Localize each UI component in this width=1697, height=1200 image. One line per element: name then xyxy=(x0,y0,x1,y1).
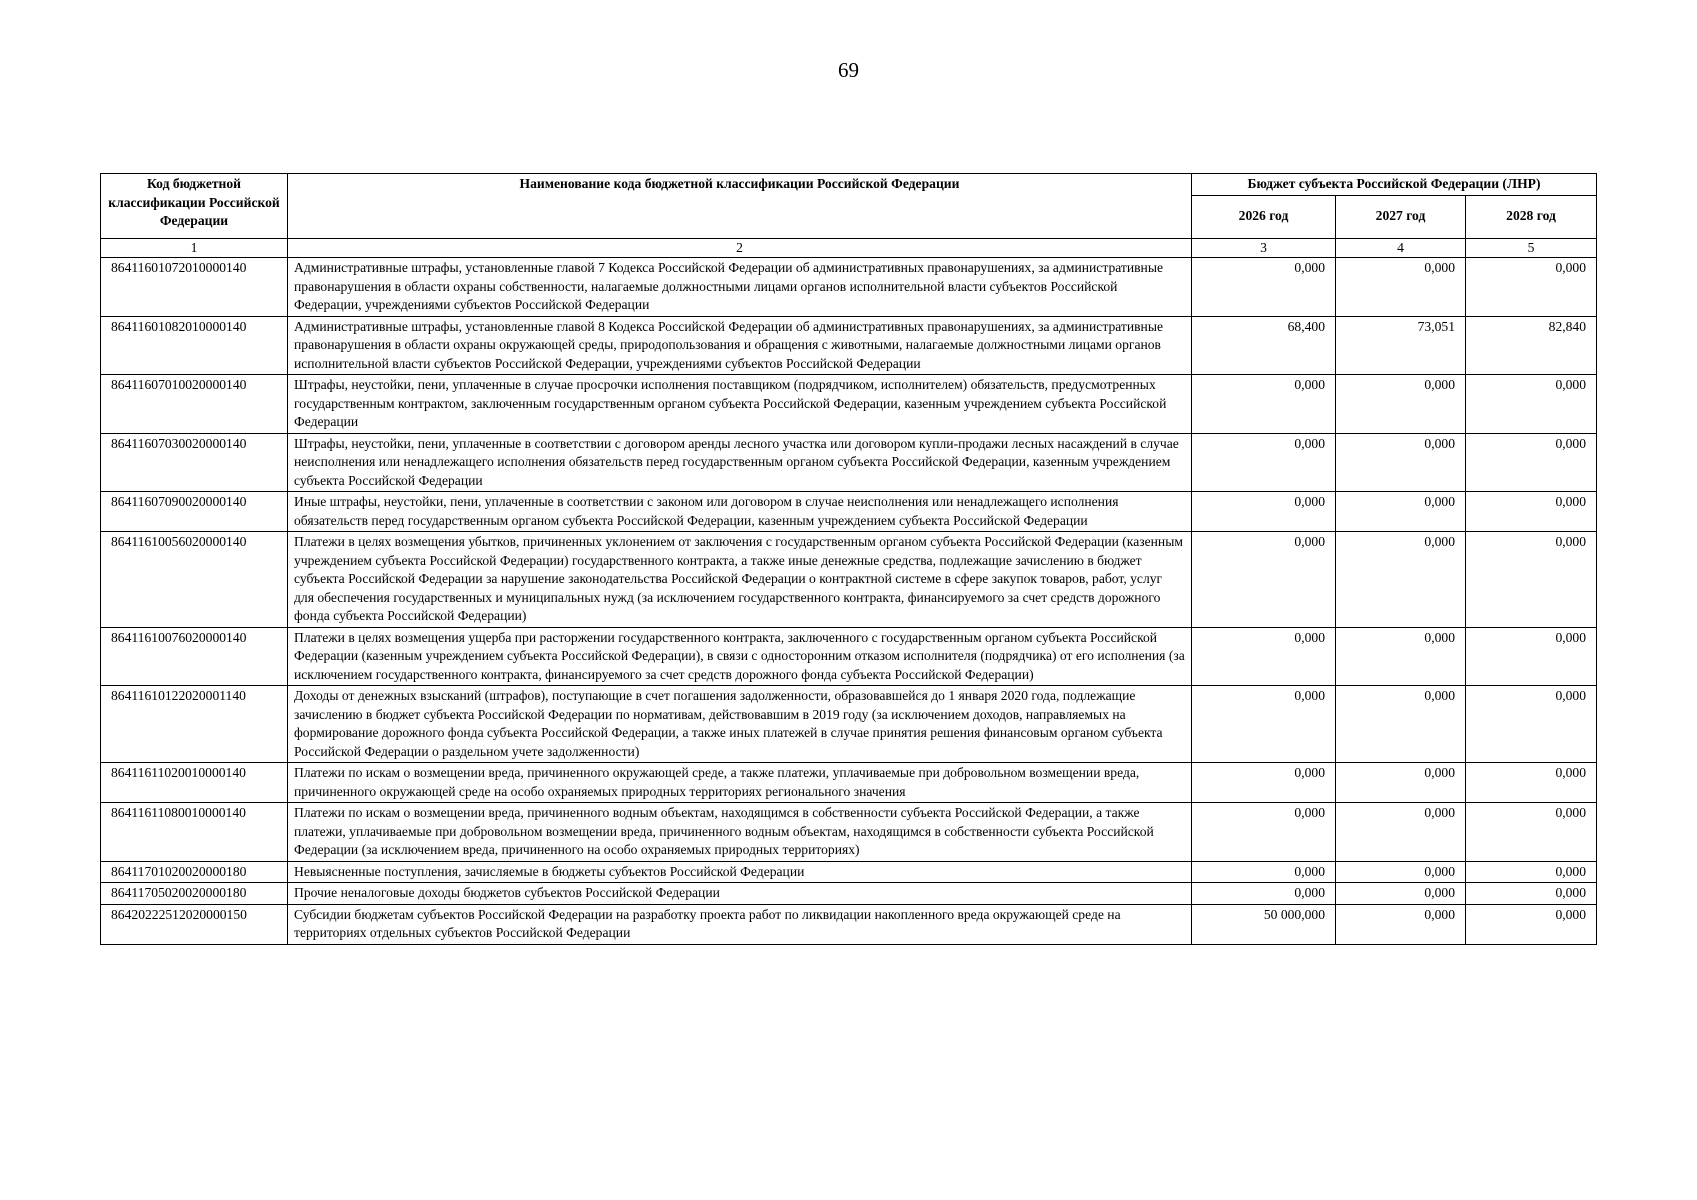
value-2026: 0,000 xyxy=(1192,686,1336,763)
value-2027: 0,000 xyxy=(1336,433,1466,492)
table-row xyxy=(101,316,1597,375)
value-2027: 0,000 xyxy=(1336,375,1466,434)
value-2027: 0,000 xyxy=(1336,532,1466,628)
value-2027: 0,000 xyxy=(1336,627,1466,686)
value-2026: 50 000,000 xyxy=(1192,904,1336,944)
value-2028: 0,000 xyxy=(1466,375,1597,434)
budget-table xyxy=(100,173,1597,945)
value-2026: 0,000 xyxy=(1192,375,1336,434)
header-year-2027: 2027 год xyxy=(1336,195,1466,238)
column-number: 1 xyxy=(101,238,288,258)
value-2028: 82,840 xyxy=(1466,316,1597,375)
value-2028: 0,000 xyxy=(1466,883,1597,905)
row-name: Административные штрафы, установленные главой 7 Кодекса Российской Федерации об административных правонарушениях, за административные правонарушения в области охраны собственности, налагаемые должностными лицами органов исполнительной власти субъектов Российской Федерации, учреждениями субъектов Российской Федерации xyxy=(288,258,1192,317)
row-code: 86411607030020000140 xyxy=(101,433,288,492)
table-row xyxy=(101,492,1597,532)
row-name: Платежи в целях возмещения убытков, причиненных уклонением от заключения с государственным органом субъекта Российской Федерации (казенным учреждением субъекта Российской Федерации) государственного контракта, а также иные денежные средства, подлежащие зачислению в бюджет субъекта Российской Федерации за нарушение законодательства Российской Федерации о контрактной системе в сфере закупок товаров, работ, услуг для обеспечения государственных и муниципальных нужд (за исключением государственного контракта, финансируемого за счет средств дорожного фонда субъекта Российской Федерации) xyxy=(288,532,1192,628)
row-code: 86411610122020001140 xyxy=(101,686,288,763)
page-number: 69 xyxy=(838,58,859,82)
value-2026: 0,000 xyxy=(1192,433,1336,492)
value-2026: 0,000 xyxy=(1192,627,1336,686)
column-number: 4 xyxy=(1336,238,1466,258)
value-2027: 0,000 xyxy=(1336,258,1466,317)
header-year-2028: 2028 год xyxy=(1466,195,1597,238)
column-number: 3 xyxy=(1192,238,1336,258)
row-code: 86411611080010000140 xyxy=(101,803,288,862)
header-budget: Бюджет субъекта Российской Федерации (ЛНР) xyxy=(1192,174,1597,196)
header-year-2026: 2026 год xyxy=(1192,195,1336,238)
value-2027: 73,051 xyxy=(1336,316,1466,375)
row-code: 86411701020020000180 xyxy=(101,861,288,883)
table-row xyxy=(101,627,1597,686)
table-row xyxy=(101,433,1597,492)
row-name: Штрафы, неустойки, пени, уплаченные в случае просрочки исполнения поставщиком (подрядчиком, исполнителем) обязательств, предусмотренных государственным контрактом, заключенным государственным органом субъекта Российской Федерации, казенным учреждением субъекта Российской Федерации xyxy=(288,375,1192,434)
value-2026: 0,000 xyxy=(1192,763,1336,803)
value-2027: 0,000 xyxy=(1336,686,1466,763)
row-name: Штрафы, неустойки, пени, уплаченные в соответствии с договором аренды лесного участка или договором купли-продажи лесных насаждений в случае неисполнения или ненадлежащего исполнения обязательств перед государственным органом субъекта Российской Федерации, казенным учреждением субъекта Российской Федерации xyxy=(288,433,1192,492)
value-2028: 0,000 xyxy=(1466,763,1597,803)
value-2027: 0,000 xyxy=(1336,492,1466,532)
value-2028: 0,000 xyxy=(1466,627,1597,686)
table-row xyxy=(101,803,1597,862)
value-2026: 0,000 xyxy=(1192,258,1336,317)
row-code: 86411601082010000140 xyxy=(101,316,288,375)
row-code: 86411611020010000140 xyxy=(101,763,288,803)
table-header xyxy=(101,174,1597,258)
table-row xyxy=(101,861,1597,883)
table-row xyxy=(101,375,1597,434)
row-code: 86411607090020000140 xyxy=(101,492,288,532)
value-2026: 68,400 xyxy=(1192,316,1336,375)
row-code: 86420222512020000150 xyxy=(101,904,288,944)
row-name: Платежи в целях возмещения ущерба при расторжении государственного контракта, заключенного с государственным органом субъекта Российской Федерации (казенным учреждением субъекта Российской Федерации), в связи с односторонним отказом исполнителя (подрядчика) от его исполнения (за исключением государственного контракта, финансируемого за счет средств дорожного фонда субъекта Российской Федерации) xyxy=(288,627,1192,686)
column-number-row xyxy=(101,238,1597,258)
value-2028: 0,000 xyxy=(1466,492,1597,532)
table-body xyxy=(101,258,1597,945)
value-2027: 0,000 xyxy=(1336,861,1466,883)
value-2027: 0,000 xyxy=(1336,904,1466,944)
row-name: Иные штрафы, неустойки, пени, уплаченные в соответствии с законом или договором в случае неисполнения или ненадлежащего исполнения обязательств перед государственным органом субъекта Российской Федерации, казенным учреждением субъекта Российской Федерации xyxy=(288,492,1192,532)
table-row xyxy=(101,532,1597,628)
table-row xyxy=(101,883,1597,905)
header-name: Наименование кода бюджетной классификации Российской Федерации xyxy=(288,174,1192,239)
value-2027: 0,000 xyxy=(1336,883,1466,905)
table-row xyxy=(101,258,1597,317)
value-2026: 0,000 xyxy=(1192,803,1336,862)
value-2028: 0,000 xyxy=(1466,532,1597,628)
table-row xyxy=(101,686,1597,763)
row-name: Доходы от денежных взысканий (штрафов), поступающие в счет погашения задолженности, образовавшейся до 1 января 2020 года, подлежащие зачислению в бюджет субъекта Российской Федерации по нормативам, действовавшим в 2019 году (за исключением доходов, направляемых на формирование дорожного фонда субъекта Российской Федерации, а также иных платежей в случае принятия решения финансовым органом субъекта Российской Федерации о раздельном учете задолженности) xyxy=(288,686,1192,763)
row-name: Прочие неналоговые доходы бюджетов субъектов Российской Федерации xyxy=(288,883,1192,905)
value-2026: 0,000 xyxy=(1192,861,1336,883)
value-2028: 0,000 xyxy=(1466,433,1597,492)
column-number: 5 xyxy=(1466,238,1597,258)
row-name: Субсидии бюджетам субъектов Российской Федерации на разработку проекта работ по ликвидации накопленного вреда окружающей среде на территориях отдельных субъектов Российской Федерации xyxy=(288,904,1192,944)
header-code: Код бюджетной классификации Российской Федерации xyxy=(101,174,288,239)
value-2026: 0,000 xyxy=(1192,883,1336,905)
row-name: Невыясненные поступления, зачисляемые в бюджеты субъектов Российской Федерации xyxy=(288,861,1192,883)
row-name: Административные штрафы, установленные главой 8 Кодекса Российской Федерации об административных правонарушениях, за административные правонарушения в области охраны окружающей среды, природопользования и обращения с животными, налагаемые должностными лицами органов исполнительной власти субъектов Российской Федерации, учреждениями субъектов Российской Федерации xyxy=(288,316,1192,375)
row-name: Платежи по искам о возмещении вреда, причиненного водным объектам, находящимся в собственности субъекта Российской Федерации, а также платежи, уплачиваемые при добровольном возмещении вреда, причиненного водным объектам, находящимся в собственности субъекта Российской Федерации (за исключением вреда, причиненного на особо охраняемых природных территориях) xyxy=(288,803,1192,862)
value-2028: 0,000 xyxy=(1466,861,1597,883)
row-code: 86411610056020000140 xyxy=(101,532,288,628)
column-number: 2 xyxy=(288,238,1192,258)
row-code: 86411705020020000180 xyxy=(101,883,288,905)
row-code: 86411607010020000140 xyxy=(101,375,288,434)
value-2027: 0,000 xyxy=(1336,763,1466,803)
value-2028: 0,000 xyxy=(1466,904,1597,944)
table-row xyxy=(101,904,1597,944)
value-2028: 0,000 xyxy=(1466,258,1597,317)
row-code: 86411601072010000140 xyxy=(101,258,288,317)
table-row xyxy=(101,763,1597,803)
value-2026: 0,000 xyxy=(1192,492,1336,532)
row-code: 86411610076020000140 xyxy=(101,627,288,686)
value-2027: 0,000 xyxy=(1336,803,1466,862)
value-2028: 0,000 xyxy=(1466,803,1597,862)
value-2026: 0,000 xyxy=(1192,532,1336,628)
row-name: Платежи по искам о возмещении вреда, причиненного окружающей среде, а также платежи, уплачиваемые при добровольном возмещении вреда, причиненного окружающей среде на особо охраняемых природных территориях регионального значения xyxy=(288,763,1192,803)
value-2028: 0,000 xyxy=(1466,686,1597,763)
